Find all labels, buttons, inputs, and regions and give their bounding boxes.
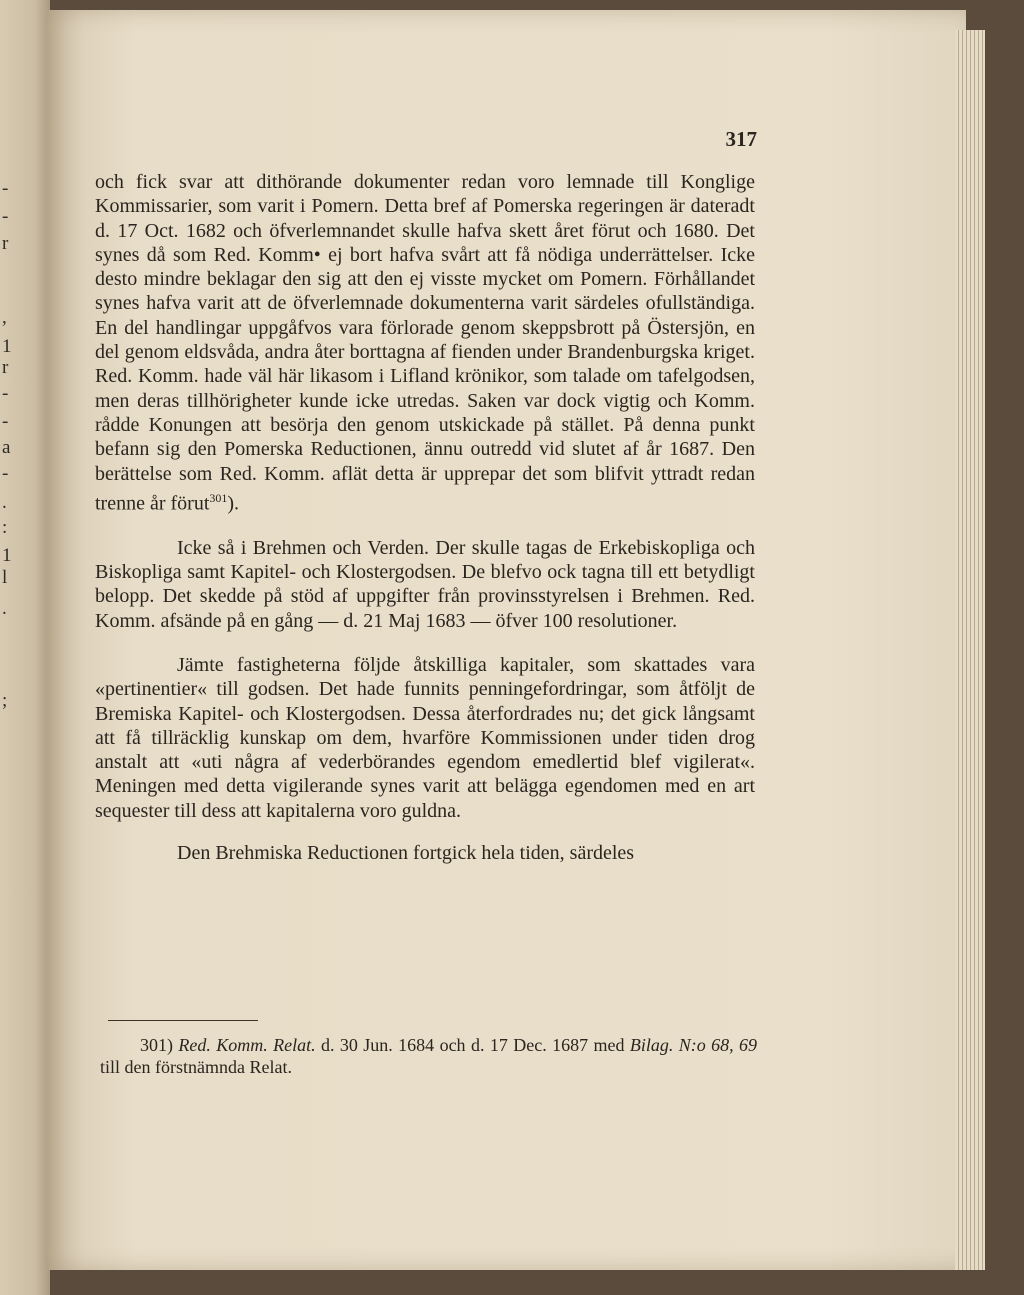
footnote: 301) Red. Komm. Relat. d. 30 Jun. 1684 och d. 17 Dec. 1687 med Bilag. N:o 68, 69 till den förstnämnda Relat. bbox=[100, 1035, 757, 1077]
paragraph-3: Jämte fastigheterna följde åtskilliga kapitaler, som skattades vara «pertinentier« till godsen. Det hade funnits penningefordringar, som åtföljt de Bremiska Kapitel- och Klostergodsen. Dessa återfordrades nu; det gick långsamt att få tillräcklig kunskap om dem, hvarföre Kommissionen under tiden drog anstalt att «uti några af vederbörandes egendom emedlertid blef vigilerat«. Meningen med detta vigilerande synes varit att belägga egendomen med en art sequester till dess att kapitalerna voro guldna. bbox=[95, 654, 755, 822]
margin-fragment: - bbox=[2, 206, 9, 227]
margin-fragment: 1 bbox=[2, 336, 12, 357]
margin-fragment: . bbox=[2, 492, 7, 513]
paragraph-1: och fick svar att dithörande dokumenter redan voro lemnade till Konglige Kommissarier, som varit i Pomern. Detta bref af Pomerska regeringen är dateradt d. 17 Oct. 1682 och öfverlemnandet skulle hafva skett året förut och 1680. Det synes då som Red. Komm• ej bort hafva svårt att få nödiga underrättelser. Icke desto mindre beklagar den sig att den ej visste mycket om Pomern. Förhållandet synes hafva varit att de öfverlemnade dokumenterna varit särdeles ofullständiga. En del handlingar uppgåfvos vara förlorade genom skeppsbrott på Östersjön, en del genom eldsvåda, andra åter borttagna af fienden under Brandenburgska kriget. Red. Komm. hade väl här likasom i Lifland krönikor, som talade om tafelgodsen, men deras tillhörigheter kunde icke utredas. Saken var dock vigtig och Komm. rådde Konungen att besörja den genom utskickade på stället. På denna punkt befann sig den Pomerska Reductionen, ännu outredd vid slutet af år 1687. Den berättelse som Red. Komm. aflät detta är upprepar det som blifvit yttradt redan trenne år förut$^{301}$). bbox=[95, 171, 755, 515]
paragraph-4: Den Brehmiska Reductionen fortgick hela tiden, särdeles bbox=[177, 842, 635, 865]
page-number: 317 bbox=[725, 127, 757, 151]
margin-fragment: l bbox=[2, 567, 8, 588]
margin-fragment: a bbox=[2, 437, 11, 458]
page-edges bbox=[955, 30, 985, 1270]
margin-fragment: - bbox=[2, 463, 9, 484]
body-text bbox=[95, 170, 755, 865]
footnote-reference: 301 bbox=[209, 490, 228, 505]
margin-fragment: : bbox=[2, 517, 8, 538]
margin-fragment: , bbox=[2, 307, 7, 328]
margin-fragment: - bbox=[2, 178, 9, 199]
margin-fragment: 1 bbox=[2, 545, 12, 566]
margin-fragment: . bbox=[2, 598, 7, 619]
left-page-edge bbox=[0, 0, 50, 1295]
paragraph-2: Icke så i Brehmen och Verden. Der skulle tagas de Erkebiskopliga och Biskopliga samt Kapitel- och Klostergodsen. De blefvo ock tagna till ett betydligt belopp. Det skedde på stöd af uppgifter från provinsstyrelsen i Brehmen. Red. Komm. afsände på en gång — d. 21 Maj 1683 — öfver 100 resolutioner. bbox=[95, 536, 755, 632]
margin-fragment: - bbox=[2, 383, 9, 404]
margin-fragment: r bbox=[2, 233, 9, 254]
footnote-divider bbox=[108, 1020, 258, 1021]
margin-fragment: ; bbox=[2, 690, 8, 711]
margin-fragment: - bbox=[2, 411, 9, 432]
margin-fragment: r bbox=[2, 357, 9, 378]
